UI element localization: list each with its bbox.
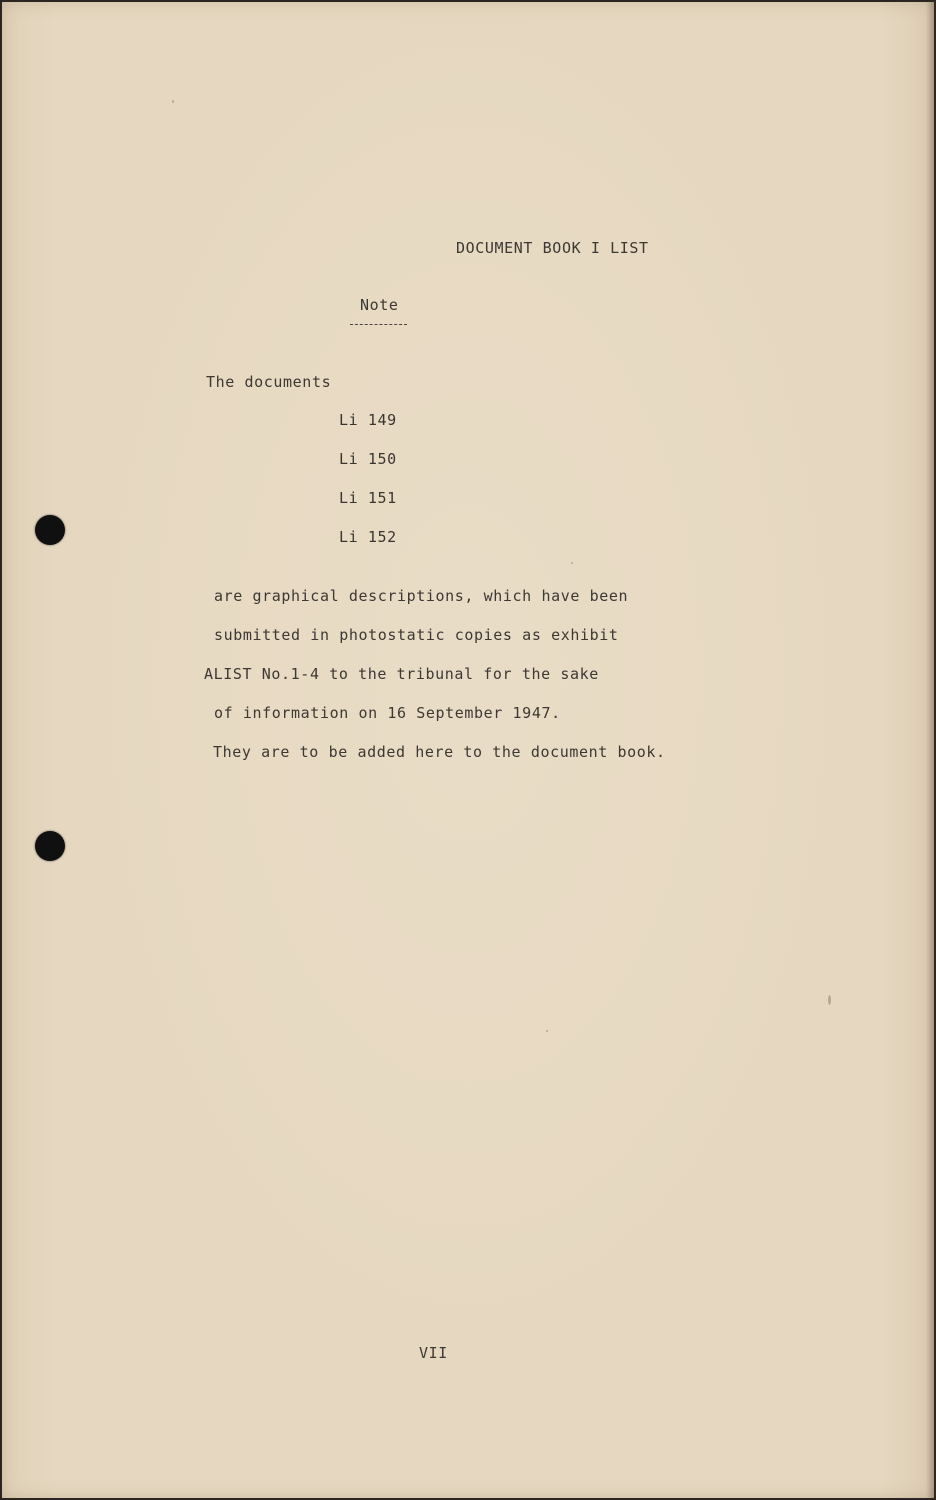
paper-speck xyxy=(828,995,831,1005)
body-line: of information on 16 September 1947. xyxy=(214,704,561,722)
intro-text: The documents xyxy=(206,373,332,391)
page-edge-shadow xyxy=(926,0,936,1500)
list-item: Li 149 xyxy=(339,411,397,429)
list-item: Li 150 xyxy=(339,450,397,468)
body-line: submitted in photostatic copies as exhibit xyxy=(214,626,619,644)
punch-hole xyxy=(35,515,65,545)
note-heading: Note xyxy=(360,296,399,314)
document-title: DOCUMENT BOOK I LIST xyxy=(456,239,649,257)
note-underline xyxy=(350,324,407,325)
page-number: VII xyxy=(419,1344,448,1362)
list-item: Li 152 xyxy=(339,528,397,546)
list-item: Li 151 xyxy=(339,489,397,507)
paper-speck xyxy=(172,100,174,103)
body-line: They are to be added here to the document book. xyxy=(213,743,666,761)
document-list xyxy=(339,413,397,569)
paper-speck xyxy=(546,1030,548,1032)
punch-hole xyxy=(35,831,65,861)
body-line: ALIST No.1-4 to the tribunal for the sake xyxy=(204,665,599,683)
paper-speck xyxy=(571,562,573,564)
body-line: are graphical descriptions, which have been xyxy=(214,587,629,605)
